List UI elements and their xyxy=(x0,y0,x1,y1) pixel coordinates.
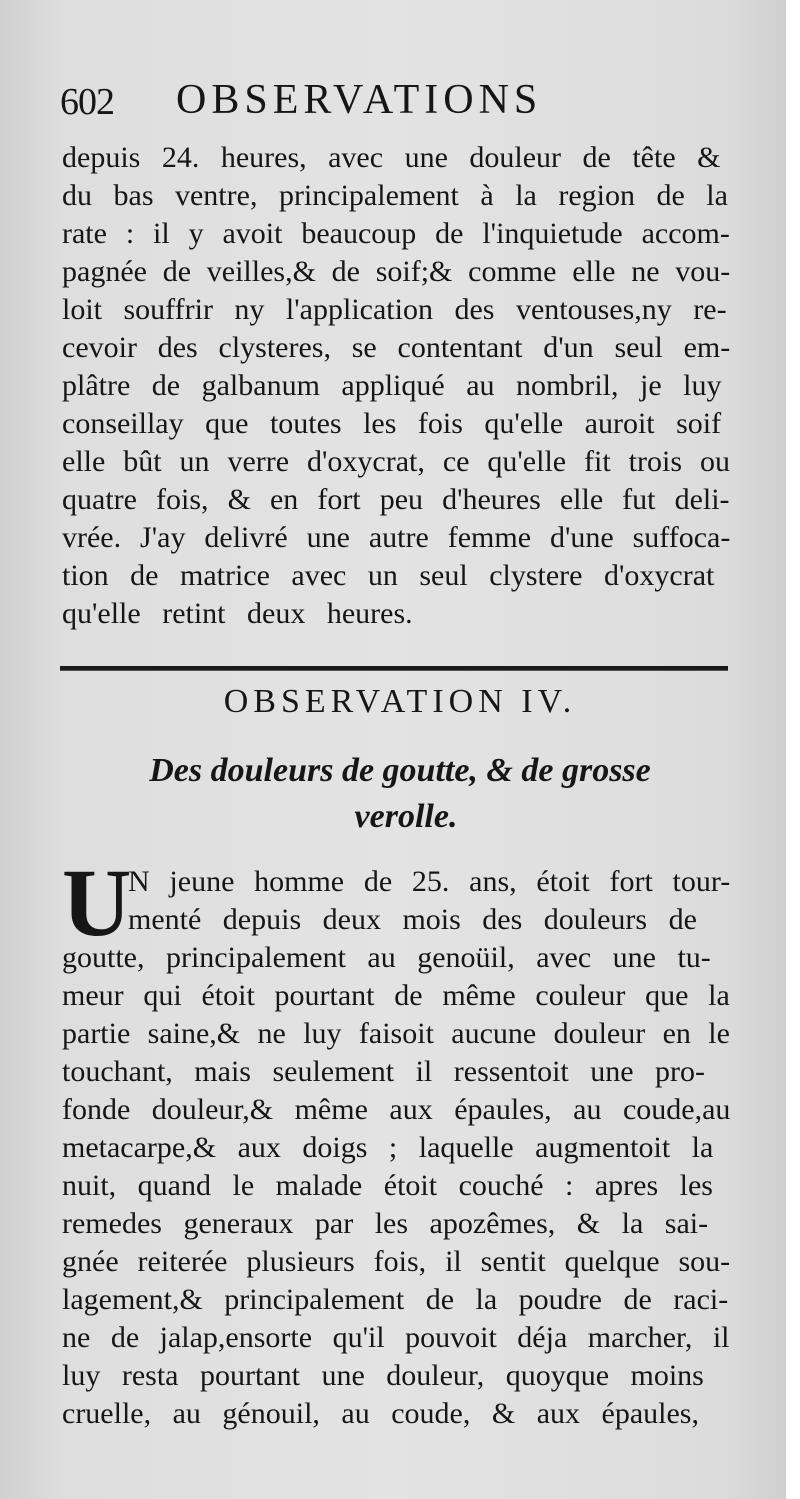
text-line: pagnée de veilles,& de soif;& comme elle ne vou- xyxy=(62,255,731,288)
text-line: metacarpe,& aux doigs ; laquelle augmentoit la xyxy=(62,1131,714,1164)
text-line: nuit, quand le malade étoit couché : apres les xyxy=(62,1169,713,1202)
section-title: OBSERVATION IV. xyxy=(223,683,577,720)
text-line: vrée. J'ay delivré une autre femme d'une suffoca- xyxy=(62,521,731,554)
text-line: cevoir des clysteres, se contentant d'un seul em- xyxy=(62,331,731,364)
text-line: lagement,& principalement de la poudre de raci- xyxy=(62,1283,729,1316)
text-line: meur qui étoit pourtant de même couleur que la xyxy=(62,979,730,1012)
text-line: partie saine,& ne luy faisoit aucune douleur en le xyxy=(62,1017,730,1050)
text-line: quatre fois, & en fort peu d'heures elle fut deli- xyxy=(62,483,730,516)
section-subtitle: Des douleurs de goutte, & de grosse xyxy=(149,752,651,789)
text-line: ne de jalap,ensorte qu'il pouvoit déja marcher, il xyxy=(62,1321,730,1354)
section-divider xyxy=(60,666,728,671)
text-line: touchant, mais seulement il ressentoit une pro- xyxy=(62,1055,706,1088)
drop-cap: U xyxy=(62,849,132,956)
text-line: plâtre de galbanum appliqué au nombril, je luy xyxy=(62,369,722,402)
text-line: elle bût un verre d'oxycrat, ce qu'elle fit trois ou xyxy=(62,445,730,478)
text-line: rate : il y avoit beaucoup de l'inquietude accom- xyxy=(62,217,730,250)
text-line: goutte, principalement au genoüil, avec une tu- xyxy=(62,941,711,974)
text-line: du bas ventre, principalement à la region de la xyxy=(62,179,728,212)
text-line: tion de matrice avec un seul clystere d'oxycrat xyxy=(62,559,715,592)
text-line: qu'elle retint deux heures. xyxy=(62,597,413,630)
text-line: conseillay que toutes les fois qu'elle auroit soif xyxy=(62,407,722,440)
text-line: loit souffrir ny l'application des ventouses,ny re- xyxy=(62,293,727,326)
text-line: menté depuis deux mois des douleurs de xyxy=(128,903,697,936)
text-line: N jeune homme de 25. ans, étoit fort tour- xyxy=(128,865,731,898)
running-title: OBSERVATIONS xyxy=(176,77,543,123)
text-line: gnée reiterée plusieurs fois, il sentit quelque sou- xyxy=(62,1245,731,1278)
text-line: fonde douleur,& même aux épaules, au coude,au xyxy=(62,1093,731,1126)
text-line: cruelle, au génouil, au coude, & aux épaules, xyxy=(62,1397,699,1430)
text-line: luy resta pourtant une douleur, quoyque moins xyxy=(62,1359,704,1392)
text-line: remedes generaux par les apozêmes, & la sai- xyxy=(62,1207,709,1240)
page-header xyxy=(60,76,740,136)
text-line: depuis 24. heures, avec une douleur de tête & xyxy=(62,141,721,174)
page-number: 602 xyxy=(60,81,114,123)
section-subtitle: verolle. xyxy=(354,798,458,835)
